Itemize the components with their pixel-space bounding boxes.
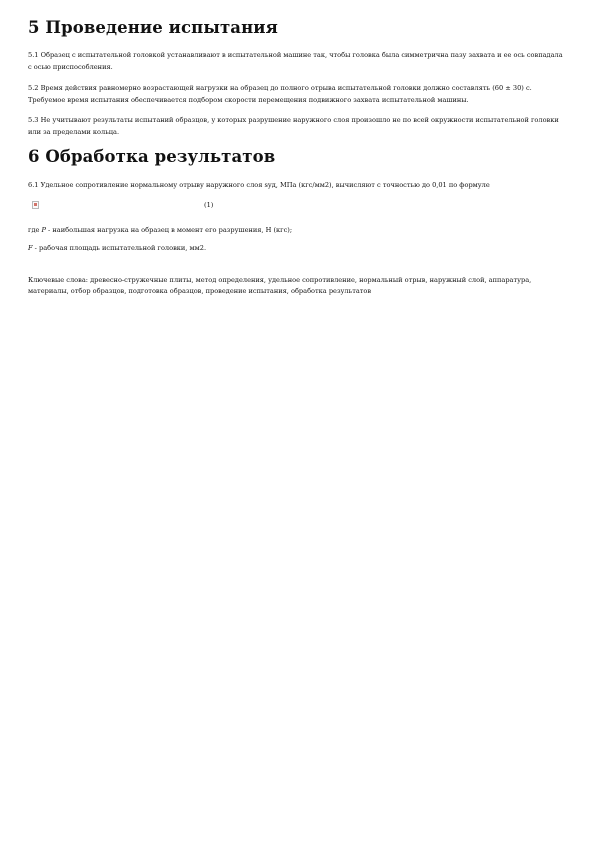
variable-f: F [28,244,33,252]
paragraph-5-1: 5.1 Образец с испытательной головкой устанавливают в испытательной машине так, чтобы головка была симметрична пазу захвата и ее ось совпадала с осью приспособления. [28,51,563,71]
formula-definition-p [28,225,568,237]
formula-row [28,201,568,215]
section-6-heading: 6 Обработка результатов [28,147,276,166]
paragraph-6-1: 6.1 Удельное сопротивление нормальному отрыву наружного слоя sуд, МПа (кгс/мм2), вычисляют с точностью до 0,01 по формуле [28,181,490,189]
definition-f-text: - рабочая площадь испытательной головки, мм2. [32,244,207,252]
formula-number: (1) [204,200,214,209]
formula-definition-f [28,243,568,255]
definition-p-text: - наибольшая нагрузка на образец в момент его разрушения, Н (кгс); [45,225,293,234]
document-page [28,18,568,298]
variable-p: P [41,225,46,234]
broken-image-icon [32,201,39,209]
where-prefix: где [28,225,42,234]
section-5-heading: 5 Проведение испытания [28,18,278,37]
keywords-paragraph: Ключевые слова: древесно-стружечные плиты, метод определения, удельное сопротивление, нормальный отрыв, наружный слой, аппаратура, материалы, отбор образцов, подготовка образцов, проведение испытания, обработка результатов [28,275,532,295]
paragraph-5-2: 5.2 Время действия равномерно возрастающей нагрузки на образец до полного отрыва испытательной головки должно составлять (60 ± 30) с. Требуемое время испытания обеспечивается подбором скорости перемещения подвижного захвата испытательной машины. [28,84,532,104]
paragraph-5-3: 5.3 Не учитывают результаты испытаний образцов, у которых разрушение наружного слоя произошло не по всей окружности испытательной головки или за пределами кольца. [28,116,559,136]
